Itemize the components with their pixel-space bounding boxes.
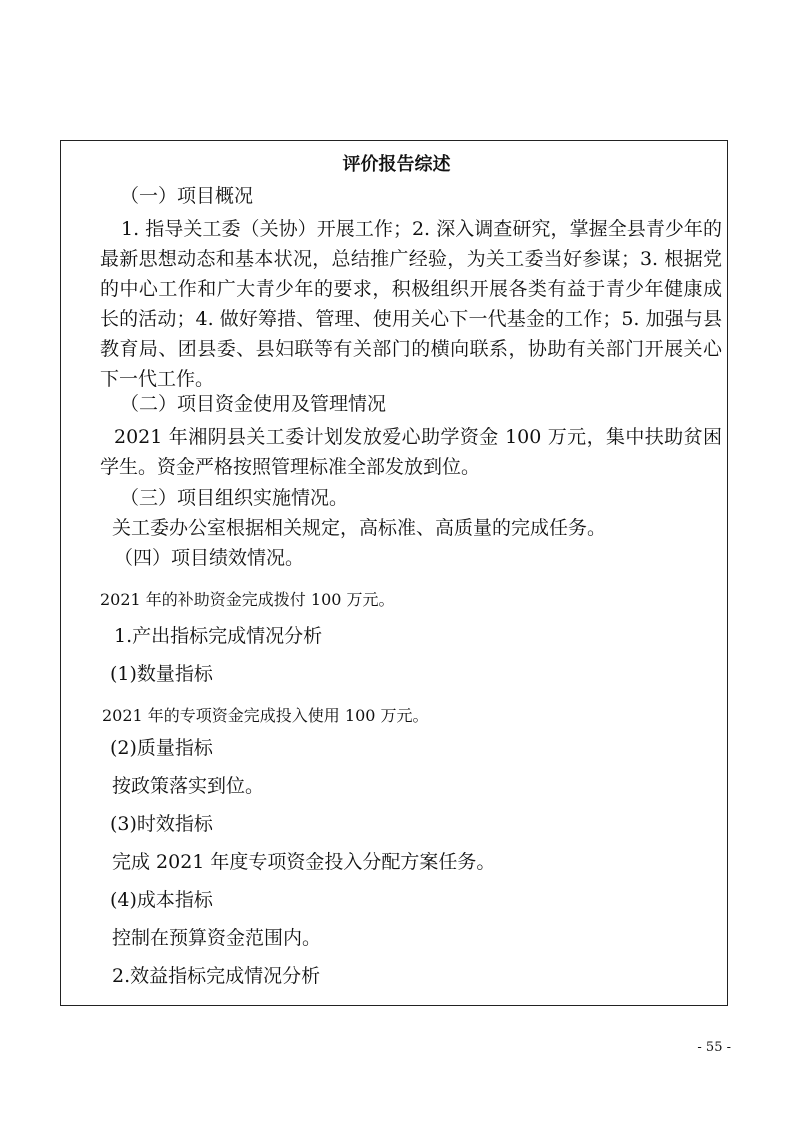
benefit-analysis-heading: 2.效益指标完成情况分析 [112, 965, 321, 987]
section-3-heading: （三）项目组织实施情况。 [120, 487, 349, 509]
section-2-heading: （二）项目资金使用及管理情况 [120, 393, 387, 415]
section-1-body: 1. 指导关工委（关协）开展工作；2. 深入调查研究，掌握全县青少年的最新思想动态和基本状况，总结推广经验，为关工委当好参谋；3. 根据党的中心工作和广大青少年的要求，积极组织开展各类有益于青少年健康成长的活动；4. 做好筹措、管理、使用关心下一代基金的工作；5. 加强与县教育局、团县委、县妇联等有关部门的横向联系，协助有关部门开展关心下一代工作。 [100, 218, 722, 390]
section-2-body: 2021 年湘阴县关工委计划发放爱心助学资金 100 万元，集中扶助贫困学生。资金严格按照管理标准全部发放到位。 [100, 426, 722, 478]
indicator-3-label: (3)时效指标 [110, 813, 213, 835]
page-number: - 55 - [697, 1040, 731, 1055]
indicator-1-text: 2021 年的专项资金完成投入使用 100 万元。 [102, 706, 429, 725]
report-title: 评价报告综述 [342, 154, 451, 175]
indicator-1-label: (1)数量指标 [110, 663, 213, 685]
indicator-2-text: 按政策落实到位。 [112, 775, 265, 797]
indicator-2-label: (2)质量指标 [110, 737, 213, 759]
section-4-body: 2021 年的补助资金完成拨付 100 万元。 [100, 590, 395, 609]
section-1-heading: （一）项目概况 [120, 185, 254, 207]
indicator-3-text: 完成 2021 年度专项资金投入分配方案任务。 [112, 851, 496, 873]
output-analysis-heading: 1.产出指标完成情况分析 [114, 625, 323, 647]
section-3-body: 关工委办公室根据相关规定，高标准、高质量的完成任务。 [112, 517, 607, 539]
indicator-4-text: 控制在预算资金范围内。 [112, 927, 322, 949]
section-4-heading: （四）项目绩效情况。 [114, 547, 305, 569]
indicator-4-label: (4)成本指标 [110, 889, 213, 911]
